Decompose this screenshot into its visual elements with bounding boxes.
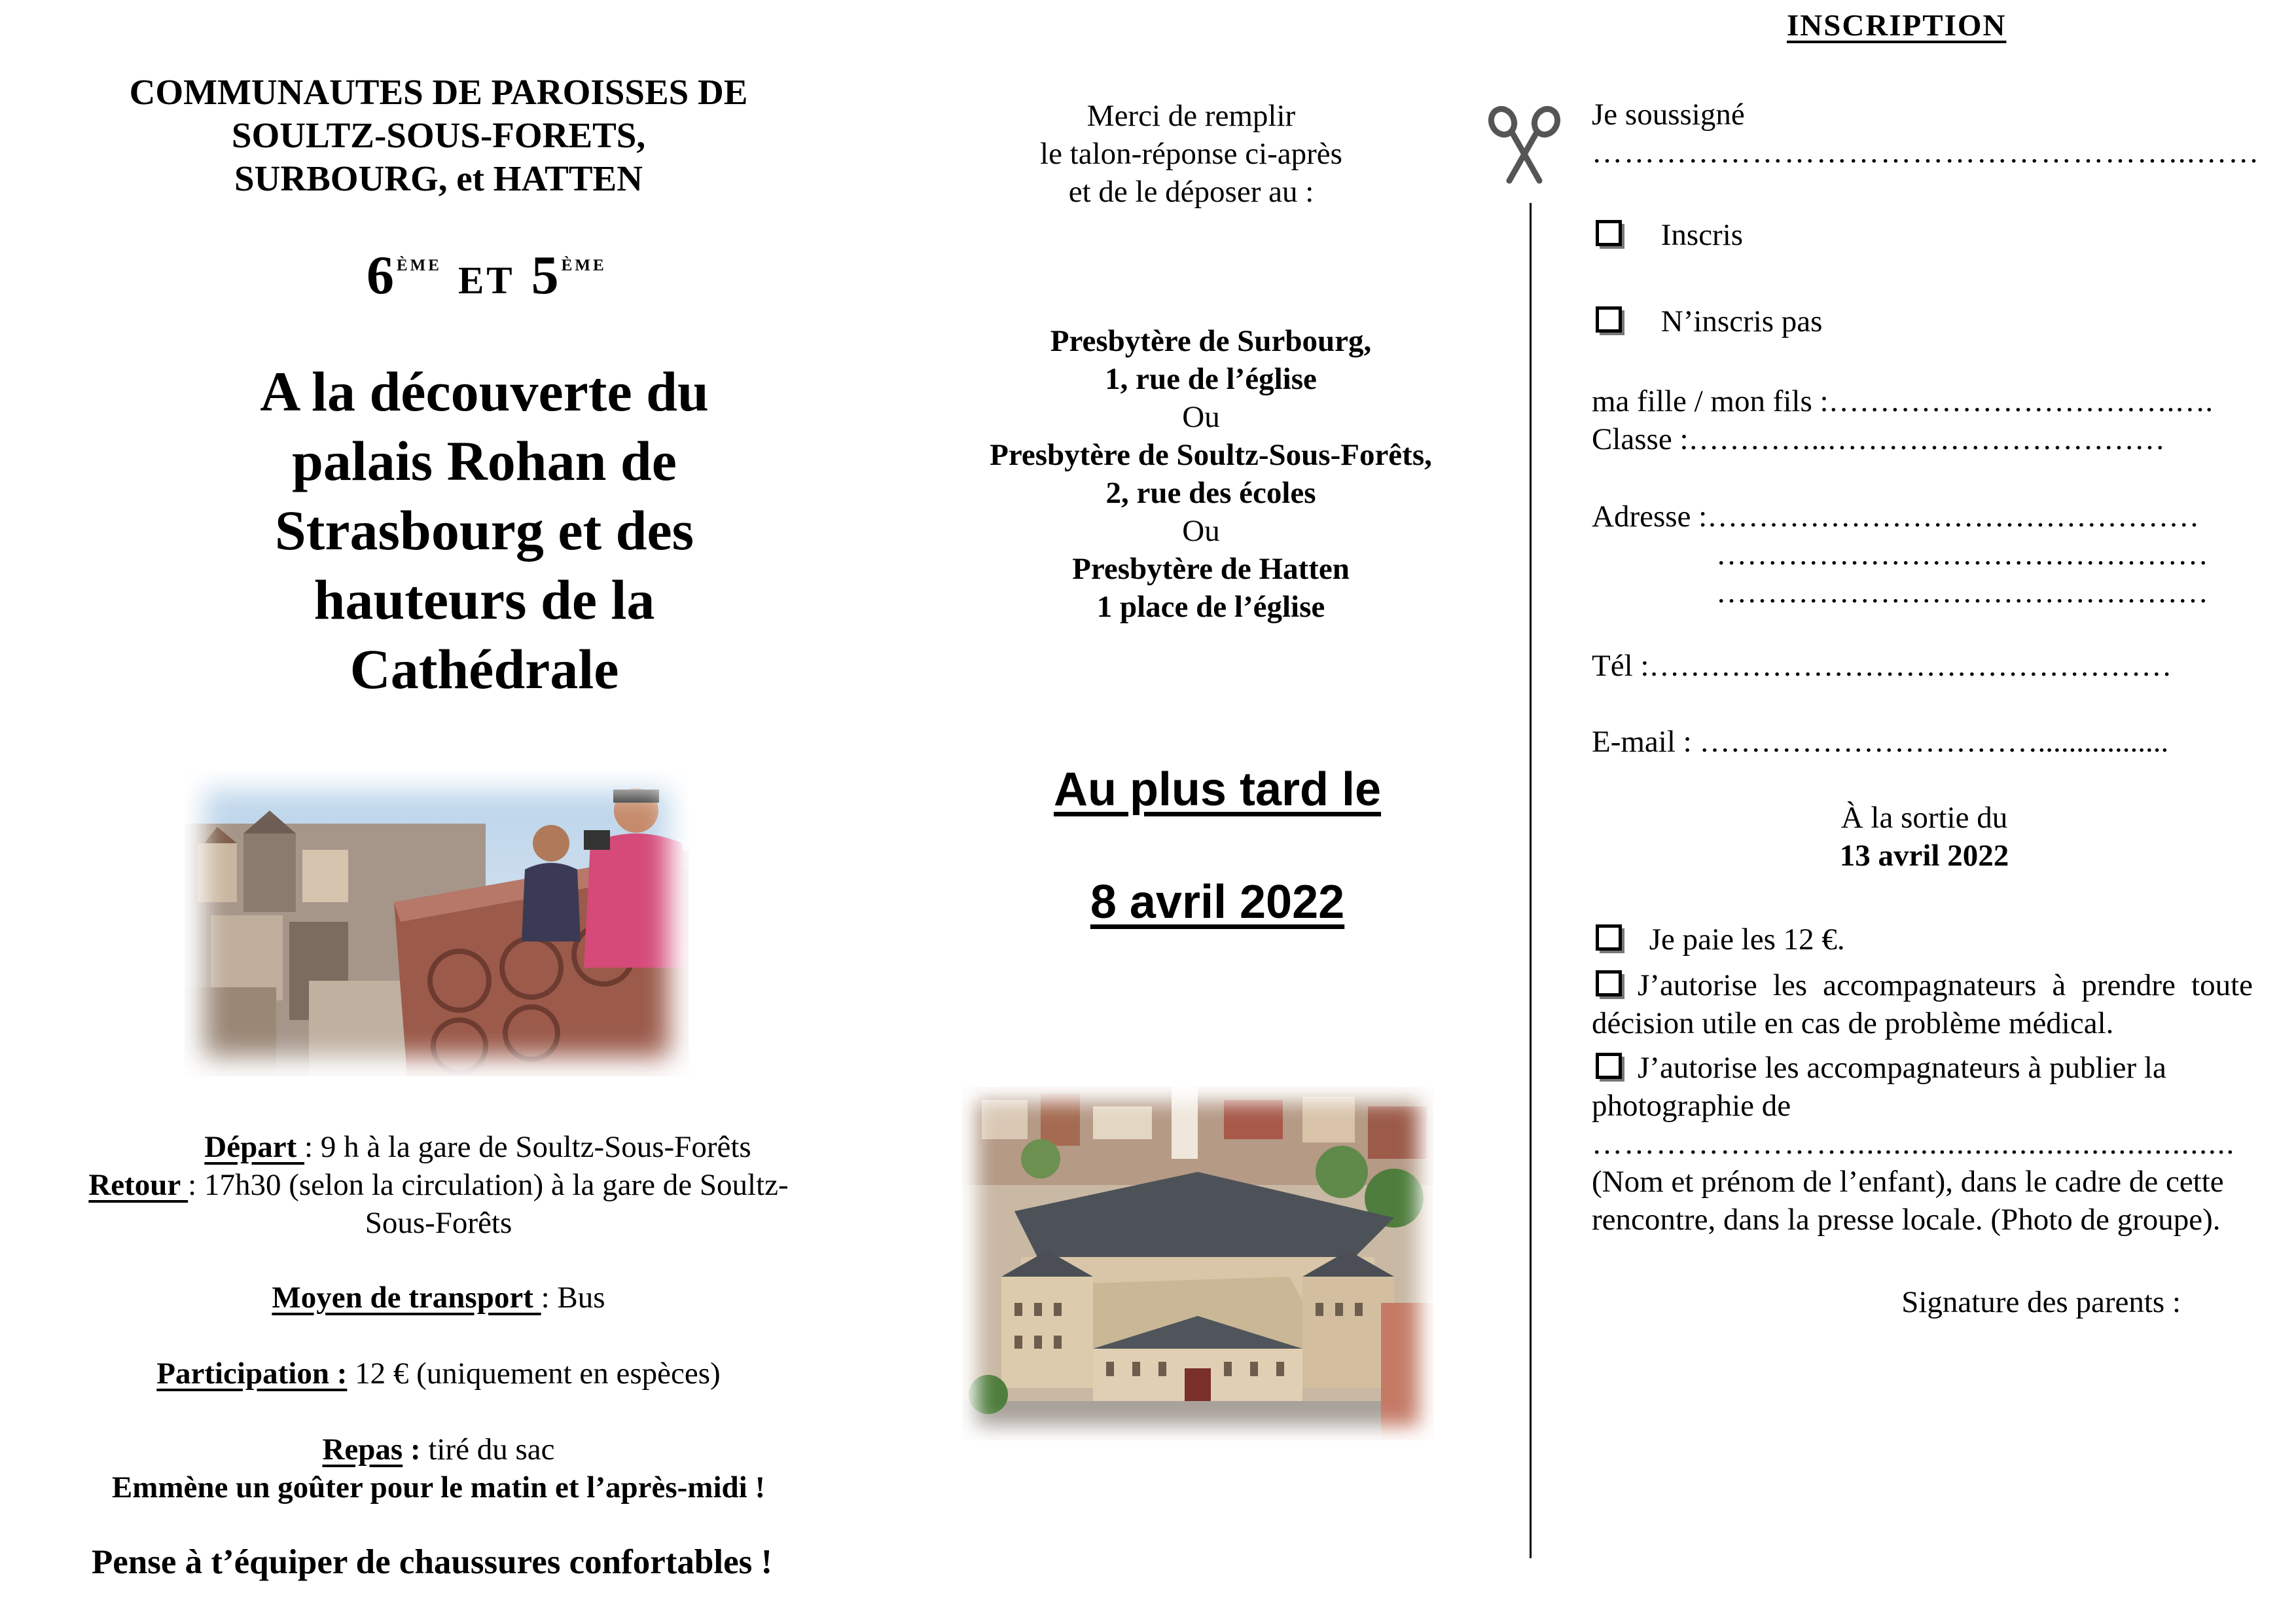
organizer-heading	[92, 71, 785, 200]
option-pay-label: Je paie les 12 €.	[1649, 922, 1845, 957]
cut-line	[1530, 203, 1532, 1558]
option-register[interactable]	[1596, 216, 1743, 254]
transport-label: Moyen de transport	[272, 1281, 541, 1315]
option-medical[interactable]	[1592, 966, 2253, 1042]
meal-line: Repas : tiré du sac	[322, 1432, 555, 1467]
phone-field[interactable]: Tél :……………………………………………	[1592, 649, 2172, 683]
snack-reminder: Emmène un goûter pour le matin et l’après-midi !	[111, 1470, 766, 1504]
drop-off-addresses	[916, 322, 1505, 626]
address-line: Presbytère de Soultz-Sous-Forêts,	[990, 438, 1432, 472]
email-field[interactable]: E-mail : …………………………….................	[1592, 725, 2169, 759]
org-line: SOULTZ-SOUS-FORETS,	[231, 115, 646, 155]
schedule-block	[52, 1128, 825, 1242]
return-instructions: Merci de remplir le talon-réponse ci-après et de le déposer au :	[1040, 99, 1342, 209]
address-line-2: …………………………………………	[1716, 538, 2208, 572]
transport-text: : Bus	[541, 1281, 605, 1315]
transport-line	[52, 1279, 825, 1317]
depart-label: Départ	[204, 1130, 305, 1164]
address-line: Presbytère de Hatten	[1072, 552, 1350, 586]
child-name-dots[interactable]: ……………………...........................................	[1592, 1127, 2236, 1161]
authorizations	[1592, 966, 2253, 1239]
address-line: 1, rue de l’église	[1105, 362, 1317, 396]
class-line: Classe :…………..……………………………	[1592, 422, 2166, 456]
option-not-register[interactable]	[1596, 302, 1822, 340]
deadline-date: 8 avril 2022	[1090, 876, 1345, 928]
retour-text: : 17h30 (selon la circulation) à la gare de Soultz-	[188, 1168, 789, 1202]
checkbox[interactable]	[1596, 220, 1622, 246]
shoes-reminder: Pense à t’équiper de chaussures confortables !	[91, 1543, 773, 1581]
address-or: Ou	[1182, 400, 1220, 434]
checkbox[interactable]	[1596, 306, 1622, 333]
address-line: Presbytère de Surbourg,	[1050, 324, 1372, 358]
org-line: SURBOURG, et HATTEN	[234, 158, 643, 198]
outing-date	[1702, 799, 2147, 875]
deadline-label: Au plus tard le	[1053, 763, 1382, 816]
address-line-1: Adresse :…………………………………………	[1592, 500, 2200, 534]
outing-date-value: 13 avril 2022	[1839, 839, 2009, 873]
outing-label: À la sortie du	[1840, 801, 2008, 835]
photo-fade	[185, 771, 689, 1076]
participation-text: 12 € (uniquement en espèces)	[347, 1357, 721, 1391]
checkbox[interactable]	[1596, 1053, 1622, 1079]
meal-label: Repas	[322, 1432, 403, 1467]
participation-label: Participation :	[156, 1357, 348, 1391]
option-pay[interactable]	[1596, 921, 1845, 958]
parent-signature[interactable]: Signature des parents :	[1901, 1285, 2181, 1319]
undersigned-dots: ………………………………………………...……	[1592, 136, 2261, 170]
address-line: 1 place de l’église	[1096, 590, 1325, 624]
option-medical-label: J’autorise les accompagnateurs à prendre toute décision utile en cas de problème médical.	[1592, 968, 2253, 1040]
meal-text: tiré du sac	[420, 1432, 555, 1467]
option-photo[interactable]	[1592, 1049, 2253, 1125]
retour-text-2: Sous-Forêts	[365, 1206, 512, 1240]
address-line: 2, rue des écoles	[1105, 476, 1316, 510]
photo-consent-text: (Nom et prénom de l’enfant), dans le cadre de cette rencontre, dans la presse locale. (Photo de groupe).	[1592, 1165, 2224, 1237]
address-field[interactable]	[1592, 498, 2253, 611]
slip-heading-fragment: INSCRIPTION	[1787, 9, 2007, 43]
undersigned-label: Je soussigné	[1592, 98, 1745, 132]
option-register-label: Inscris	[1660, 218, 1744, 252]
option-not-register-label: N’inscris pas	[1660, 304, 1823, 338]
photo-fade	[962, 1087, 1433, 1440]
org-line: COMMUNAUTES DE PAROISSES DE	[129, 72, 748, 112]
checkbox[interactable]	[1596, 970, 1622, 996]
child-field[interactable]	[1592, 382, 2253, 458]
address-or: Ou	[1182, 514, 1220, 548]
option-photo-label: J’autorise les accompagnateurs à publier la photographie de	[1592, 1051, 2166, 1123]
address-line-3: …………………………………………	[1716, 575, 2208, 610]
scissors-icon	[1486, 103, 1563, 186]
undersigned-field[interactable]	[1592, 96, 2261, 172]
event-title: A la découverte du palais Rohan de Strasbourg et des hauteurs de la Cathédrale	[260, 360, 709, 701]
deadline	[916, 733, 1518, 958]
depart-text: : 9 h à la gare de Soultz-Sous-Forêts	[304, 1130, 751, 1164]
participation-line	[52, 1355, 825, 1393]
retour-label: Retour	[88, 1168, 188, 1202]
grade-level: 6ème et 5ème	[367, 245, 607, 306]
checkbox[interactable]	[1596, 924, 1622, 951]
child-name-line: ma fille / mon fils :…………………………….….	[1592, 384, 2214, 418]
